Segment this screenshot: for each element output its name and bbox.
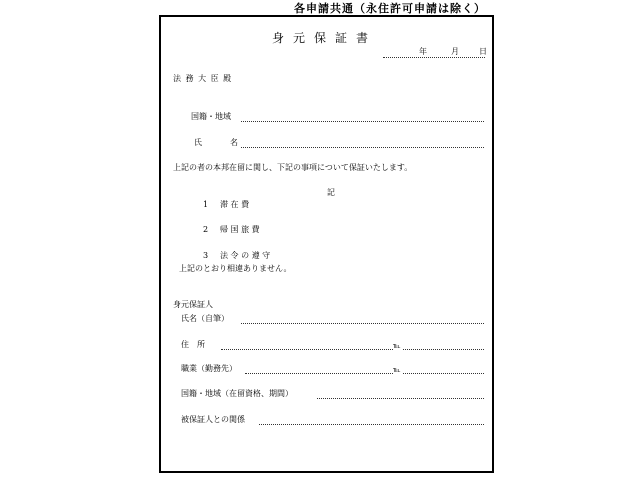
applicant-name-field[interactable] [241,147,484,148]
guarantor-address-tel-field[interactable] [403,349,484,350]
guarantor-relation-field[interactable] [259,424,484,425]
guarantor-address-tel-mark: ℡ [393,342,401,350]
guarantor-heading: 身元保証人 [173,300,213,309]
form-category-note: 各申請共通（永住許可申請は除く） [294,2,486,15]
applicant-nationality-label: 国籍・地域 [191,112,231,121]
guarantor-occupation-tel-field[interactable] [403,373,484,374]
applicant-name-label-2: 名 [230,138,238,147]
item-3-text: 法 令 の 遵 守 [220,251,271,260]
guarantor-address-label: 住 所 [181,340,205,349]
guarantor-name-label: 氏名（自筆） [181,314,229,323]
date-day-label: 日 [479,47,487,56]
guarantor-relation-label: 被保証人との関係 [181,415,245,424]
guarantor-occupation-label: 職業（勤務先） [181,364,237,373]
item-1-text: 滞 在 費 [220,200,250,209]
applicant-name-label-1: 氏 [194,138,202,147]
guarantor-nationality-label: 国籍・地域（在留資格、期間） [181,389,293,398]
item-3-number: 3 [203,251,209,260]
date-year-label: 年 [419,47,427,56]
date-month-label: 月 [451,47,459,56]
guarantor-name-field[interactable] [241,323,484,324]
guarantor-occupation-field[interactable] [245,373,393,374]
guarantee-statement: 上記の者の本邦在留に関し、下記の事項について保証いたします。 [173,163,413,172]
applicant-nationality-field[interactable] [241,121,484,122]
item-2-number: 2 [203,225,209,234]
form-title: 身元保証書 [272,31,378,45]
guarantor-nationality-field[interactable] [317,398,484,399]
addressee: 法 務 大 臣 殿 [173,74,233,83]
guarantor-address-field[interactable] [221,349,393,350]
date-underline [383,57,485,58]
guarantor-occupation-tel-mark: ℡ [393,366,401,374]
guarantee-form-sheet [159,15,494,473]
item-2-text: 帰 国 旅 費 [220,225,260,234]
item-1-number: 1 [203,200,209,209]
confirmation-text: 上記のとおり相違ありません。 [179,264,292,273]
ki-heading: 記 [327,188,335,197]
